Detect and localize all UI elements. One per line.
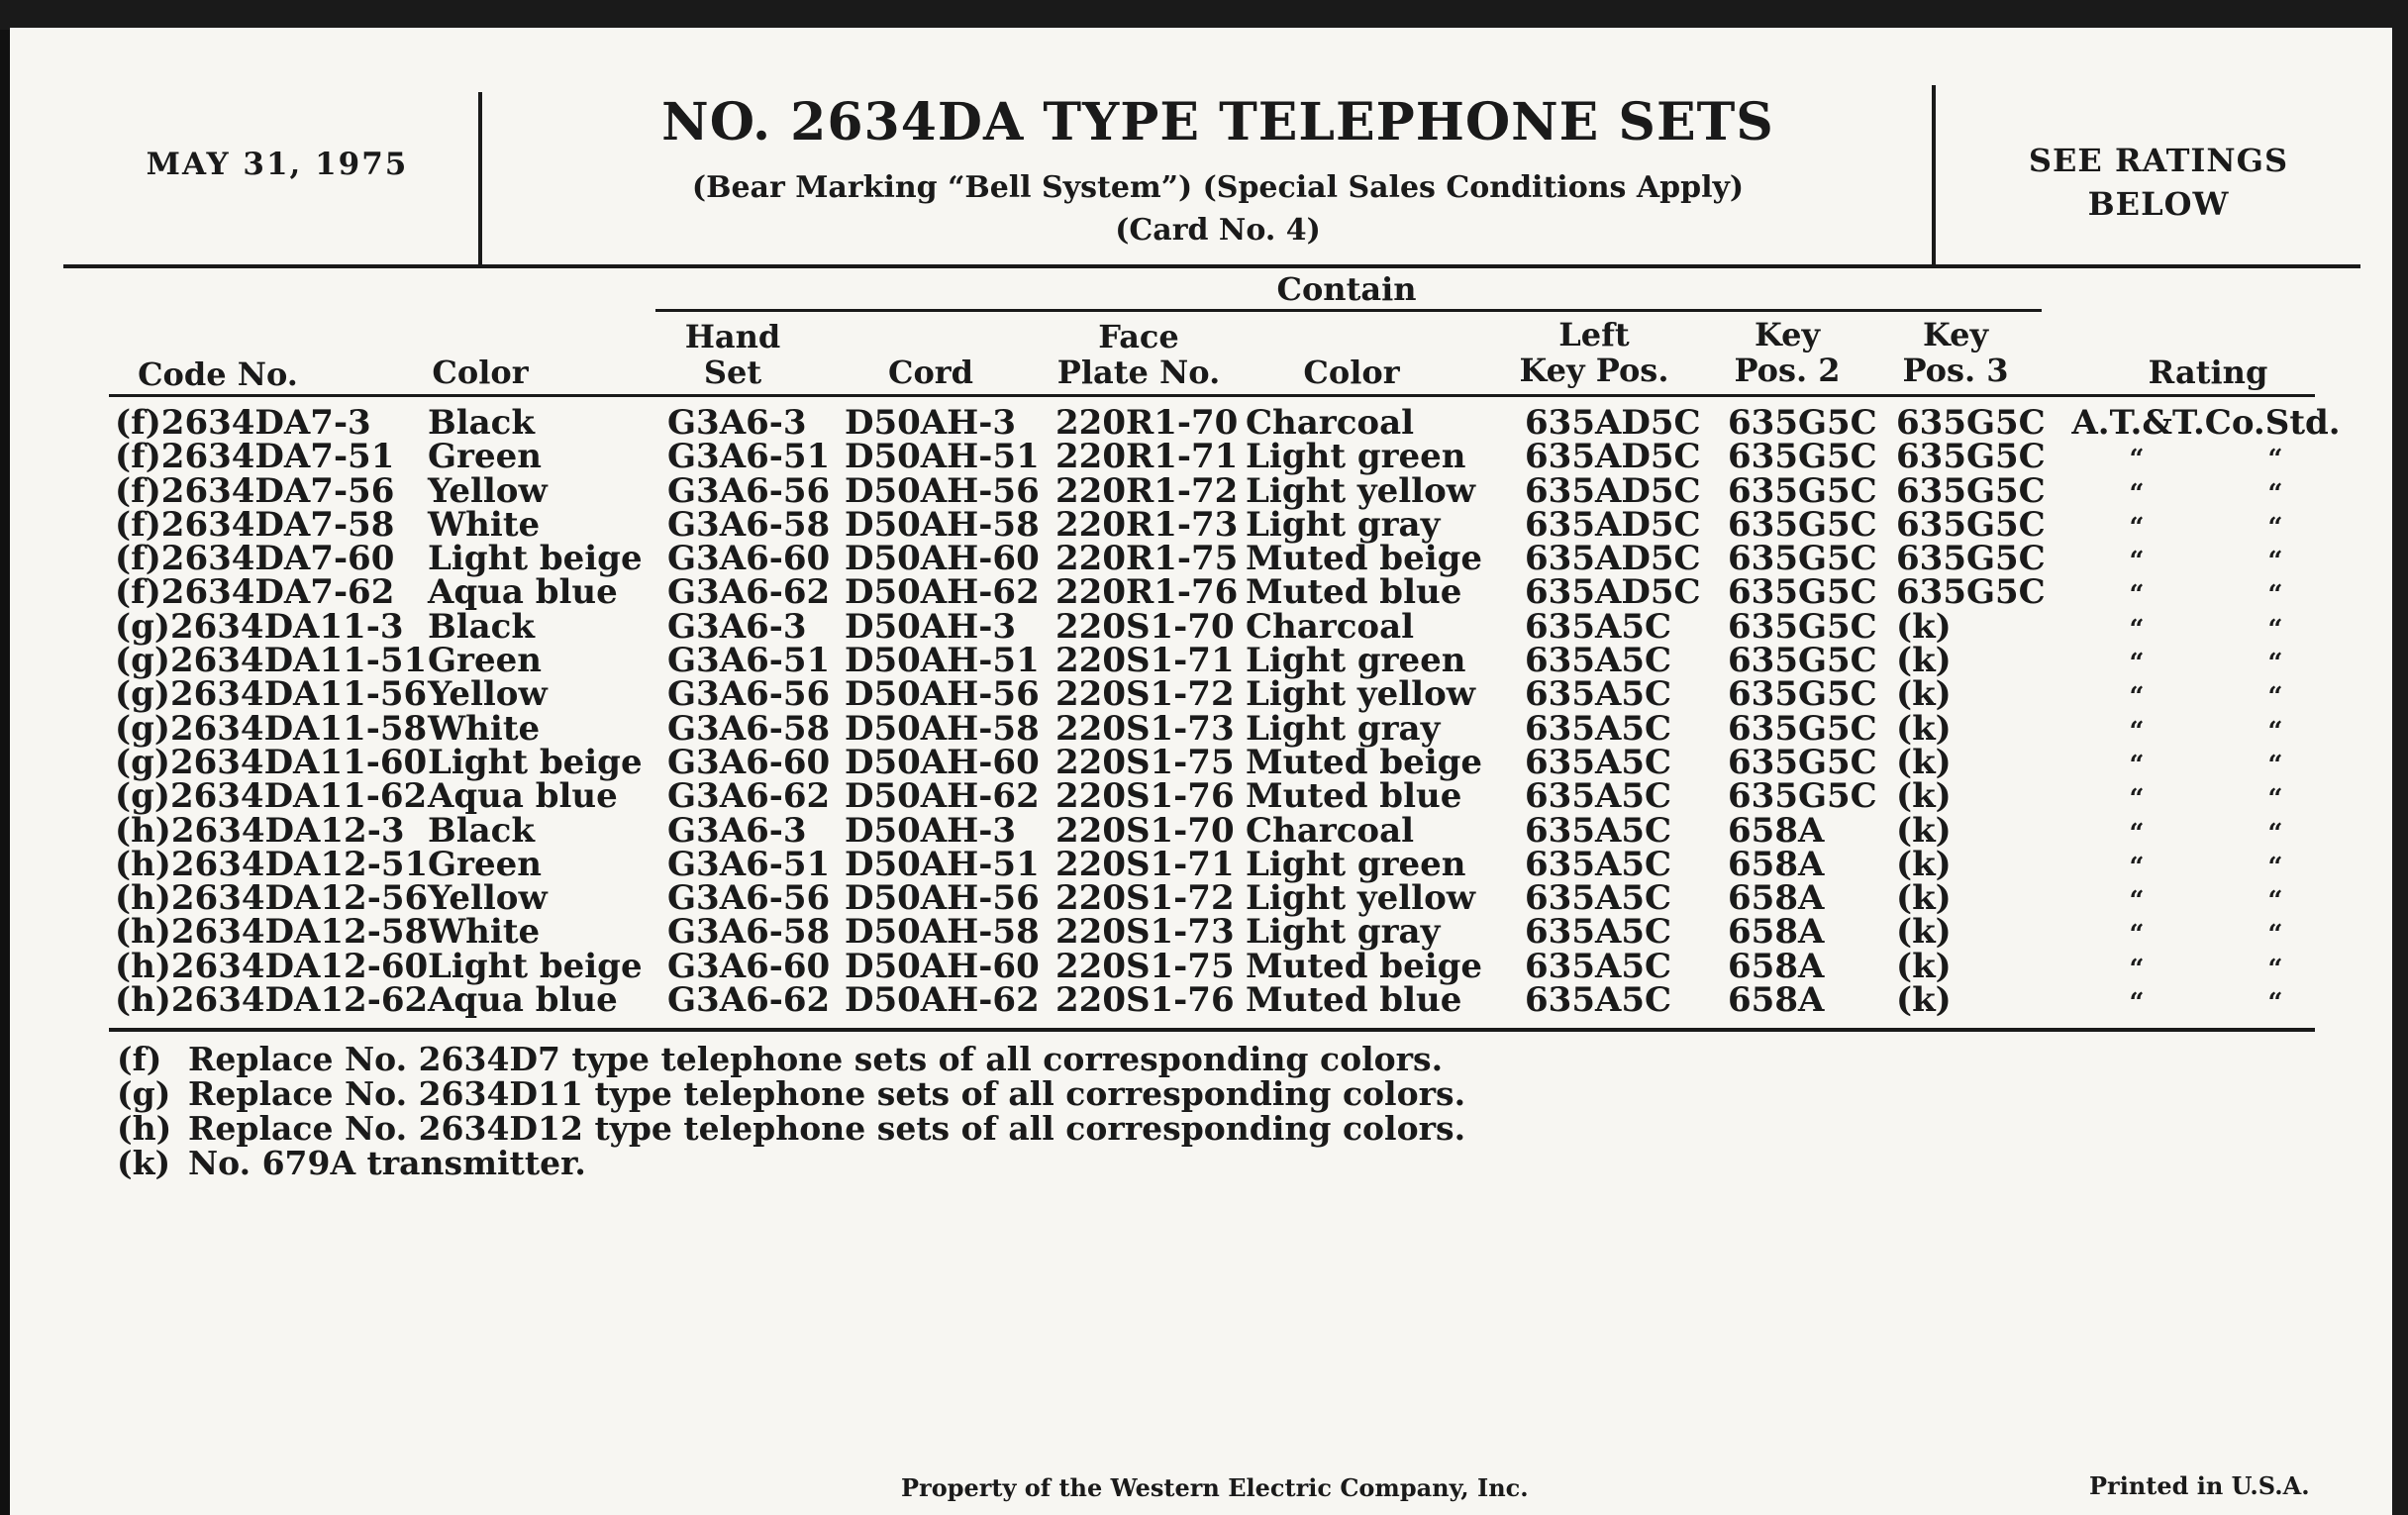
cell-left-key: 635A5C <box>1525 810 1672 851</box>
cell-hand-set: G3A6-3 <box>667 606 807 647</box>
page-title: NO. 2634DA TYPE TELEPHONE SETS <box>661 92 1774 152</box>
cell-cord: D50AH-62 <box>845 572 1040 613</box>
col-face-plate-line2: Plate No. <box>1056 354 1221 391</box>
col-hand-set-line1: Hand <box>684 318 781 355</box>
cell-hand-set: G3A6-58 <box>667 912 831 953</box>
footnotes <box>117 1042 1465 1180</box>
cell-code: (g)2634DA11-56 <box>115 674 428 715</box>
cell-code: (g)2634DA11-51 <box>115 641 428 681</box>
cell-face-color: Muted beige <box>1246 946 1483 986</box>
cell-key-pos2: 635G5C <box>1728 641 1877 681</box>
scan-border-top <box>0 0 2408 30</box>
cell-color: Black <box>428 810 535 851</box>
footnote <box>117 1146 1465 1180</box>
cell-face-color: Light green <box>1246 641 1466 681</box>
header-rule <box>63 264 2360 268</box>
cell-color: Yellow <box>428 674 548 715</box>
table-row <box>10 810 2392 851</box>
cell-hand-set: G3A6-56 <box>667 470 831 511</box>
cell-hand-set: G3A6-56 <box>667 674 831 715</box>
table-row <box>10 912 2392 953</box>
ditto-mark: “ <box>2267 954 2283 984</box>
table-row <box>10 878 2392 919</box>
cell-key-pos3: (k) <box>1896 980 1952 1021</box>
cell-face-plate: 220R1-73 <box>1055 504 1239 545</box>
table-row <box>10 674 2392 715</box>
cell-hand-set: G3A6-58 <box>667 504 831 545</box>
cell-color: Black <box>428 403 535 443</box>
cell-face-plate: 220S1-70 <box>1055 810 1235 851</box>
col-key-pos2 <box>1713 317 1861 388</box>
ditto-mark: “ <box>2129 920 2145 951</box>
cell-left-key: 635A5C <box>1525 742 1672 782</box>
cell-cord: D50AH-58 <box>845 912 1040 953</box>
ditto-mark: “ <box>2129 886 2145 917</box>
cell-code: (g)2634DA11-58 <box>115 708 428 749</box>
col-left-key-line1: Left <box>1558 316 1630 354</box>
table-bottom-rule <box>109 1028 2315 1032</box>
ditto-mark: “ <box>2267 614 2283 645</box>
catalog-card <box>10 28 2392 1515</box>
ditto-mark: “ <box>2267 886 2283 917</box>
cell-hand-set: G3A6-60 <box>667 946 831 986</box>
cell-key-pos3: (k) <box>1896 708 1952 749</box>
table-row <box>10 708 2392 749</box>
cell-rating <box>2057 508 2355 545</box>
cell-cord: D50AH-58 <box>845 708 1040 749</box>
ditto-mark: “ <box>2267 852 2283 882</box>
ratings-note-line2: BELOW <box>2087 185 2230 223</box>
cell-hand-set: G3A6-60 <box>667 742 831 782</box>
cell-left-key: 635A5C <box>1525 844 1672 884</box>
col-face-plate-line1: Face <box>1098 318 1179 355</box>
cell-rating <box>2057 575 2355 612</box>
col-cord: Cord <box>887 354 974 391</box>
col-key-pos3-line2: Pos. 3 <box>1902 352 2009 389</box>
cell-key-pos3: 635G5C <box>1896 504 2046 545</box>
cell-left-key: 635A5C <box>1525 980 1672 1021</box>
cell-code: (h)2634DA12-62 <box>115 980 429 1021</box>
cell-code: (f)2634DA7-58 <box>115 504 395 545</box>
col-face-color: Color <box>1303 354 1400 391</box>
col-hand-set <box>653 319 812 390</box>
cell-hand-set: G3A6-62 <box>667 572 831 613</box>
cell-code: (f)2634DA7-60 <box>115 539 395 579</box>
cell-color: Aqua blue <box>428 572 618 613</box>
ditto-mark: “ <box>2129 750 2145 780</box>
printed-in: Printed in U.S.A. <box>2089 1471 2310 1500</box>
cell-rating <box>2057 644 2355 680</box>
cell-rating <box>2057 677 2355 714</box>
cell-key-pos2: 635G5C <box>1728 606 1877 647</box>
ditto-mark: “ <box>2129 512 2145 543</box>
table-row <box>10 437 2392 477</box>
header-divider-right <box>1932 85 1936 265</box>
cell-cord: D50AH-3 <box>845 606 1017 647</box>
cell-face-plate: 220R1-72 <box>1055 470 1239 511</box>
cell-face-color: Charcoal <box>1246 606 1415 647</box>
cell-color: Light beige <box>428 742 643 782</box>
footnote <box>117 1042 1465 1076</box>
cell-key-pos2: 635G5C <box>1728 403 1877 443</box>
ditto-mark: “ <box>2129 988 2145 1019</box>
footnote-key: (h) <box>117 1109 172 1148</box>
cell-face-color: Light green <box>1246 844 1466 884</box>
footnote <box>117 1111 1465 1146</box>
cell-code: (h)2634DA12-58 <box>115 912 429 953</box>
cell-face-color: Muted blue <box>1246 572 1462 613</box>
cell-face-plate: 220S1-73 <box>1055 912 1235 953</box>
cell-cord: D50AH-51 <box>845 844 1040 884</box>
cell-face-color: Charcoal <box>1246 810 1415 851</box>
col-code: Code No. <box>138 355 298 393</box>
table-row <box>10 776 2392 817</box>
cell-key-pos2: 658A <box>1728 844 1825 884</box>
cell-face-color: Light green <box>1246 437 1466 477</box>
header-divider-left <box>478 92 482 265</box>
table-row <box>10 539 2392 579</box>
card-number: (Card No. 4) <box>1115 213 1321 248</box>
col-key-pos3 <box>1886 317 2025 388</box>
table-row <box>10 504 2392 545</box>
col-hand-set-line2: Set <box>703 354 762 391</box>
cell-hand-set: G3A6-51 <box>667 641 831 681</box>
cell-code: (f)2634DA7-62 <box>115 572 395 613</box>
cell-face-color: Muted blue <box>1246 776 1462 817</box>
column-header-rule <box>109 394 2315 397</box>
cell-rating <box>2057 712 2355 749</box>
cell-color: White <box>428 912 541 953</box>
cell-code: (g)2634DA11-3 <box>115 606 404 647</box>
ditto-mark: “ <box>2267 784 2283 815</box>
cell-face-color: Light yellow <box>1246 674 1476 715</box>
cell-code: (h)2634DA12-51 <box>115 844 429 884</box>
ditto-mark: “ <box>2129 649 2145 679</box>
cell-color: Light beige <box>428 539 643 579</box>
cell-key-pos2: 635G5C <box>1728 742 1877 782</box>
cell-rating <box>2057 610 2355 647</box>
cell-cord: D50AH-60 <box>845 742 1040 782</box>
issue-date: MAY 31, 1975 <box>146 147 409 182</box>
cell-key-pos3: 635G5C <box>1896 572 2046 613</box>
cell-face-plate: 220S1-75 <box>1055 742 1235 782</box>
col-key-pos2-line2: Pos. 2 <box>1734 352 1841 389</box>
cell-face-color: Muted beige <box>1246 742 1483 782</box>
cell-key-pos2: 635G5C <box>1728 504 1877 545</box>
ditto-mark: “ <box>2129 852 2145 882</box>
cell-code: (f)2634DA7-51 <box>115 437 395 477</box>
ditto-mark: “ <box>2129 682 2145 713</box>
cell-face-plate: 220R1-71 <box>1055 437 1239 477</box>
ditto-mark: “ <box>2267 920 2283 951</box>
cell-color: Aqua blue <box>428 776 618 817</box>
cell-color: White <box>428 708 541 749</box>
cell-face-plate: 220R1-70 <box>1055 403 1239 443</box>
cell-key-pos2: 635G5C <box>1728 776 1877 817</box>
cell-left-key: 635AD5C <box>1525 572 1701 613</box>
cell-hand-set: G3A6-58 <box>667 708 831 749</box>
cell-key-pos3: 635G5C <box>1896 437 2046 477</box>
ditto-mark: “ <box>2129 716 2145 747</box>
cell-key-pos3: (k) <box>1896 742 1952 782</box>
table-row <box>10 946 2392 986</box>
cell-left-key: 635A5C <box>1525 776 1672 817</box>
cell-cord: D50AH-60 <box>845 539 1040 579</box>
cell-cord: D50AH-62 <box>845 980 1040 1021</box>
cell-cord: D50AH-51 <box>845 641 1040 681</box>
cell-face-color: Light gray <box>1246 912 1441 953</box>
cell-left-key: 635A5C <box>1525 606 1672 647</box>
cell-cord: D50AH-56 <box>845 674 1040 715</box>
cell-face-plate: 220S1-71 <box>1055 641 1235 681</box>
cell-face-color: Charcoal <box>1246 403 1415 443</box>
cell-color: Green <box>428 641 542 681</box>
cell-cord: D50AH-62 <box>845 776 1040 817</box>
cell-hand-set: G3A6-56 <box>667 878 831 919</box>
cell-color: Black <box>428 606 535 647</box>
cell-cord: D50AH-51 <box>845 437 1040 477</box>
cell-face-color: Light yellow <box>1246 878 1476 919</box>
cell-left-key: 635AD5C <box>1525 470 1701 511</box>
col-left-key <box>1505 317 1683 388</box>
scan-border-right <box>2392 0 2408 1515</box>
cell-key-pos2: 635G5C <box>1728 708 1877 749</box>
cell-rating <box>2057 542 2355 578</box>
cell-face-plate: 220R1-75 <box>1055 539 1239 579</box>
cell-left-key: 635AD5C <box>1525 504 1701 545</box>
footnote-text: Replace No. 2634D7 type telephone sets of all corresponding colors. <box>188 1040 1444 1078</box>
cell-cord: D50AH-3 <box>845 403 1017 443</box>
cell-rating <box>2057 474 2355 511</box>
cell-left-key: 635A5C <box>1525 641 1672 681</box>
ditto-mark: “ <box>2267 512 2283 543</box>
cell-key-pos2: 635G5C <box>1728 470 1877 511</box>
cell-color: Yellow <box>428 470 548 511</box>
cell-code: (h)2634DA12-60 <box>115 946 429 986</box>
col-key-pos2-line1: Key <box>1754 316 1821 354</box>
ditto-mark: “ <box>2129 580 2145 611</box>
footnote <box>117 1076 1465 1111</box>
cell-color: Aqua blue <box>428 980 618 1021</box>
cell-cord: D50AH-3 <box>845 810 1017 851</box>
cell-left-key: 635A5C <box>1525 708 1672 749</box>
cell-hand-set: G3A6-3 <box>667 403 807 443</box>
footnote-text: No. 679A transmitter. <box>188 1144 586 1182</box>
footnote-text: Replace No. 2634D11 type telephone sets of all corresponding colors. <box>188 1074 1466 1113</box>
cell-rating: A.T.&T.Co.Std. <box>2071 403 2341 443</box>
cell-key-pos3: 635G5C <box>1896 470 2046 511</box>
cell-key-pos2: 658A <box>1728 980 1825 1021</box>
cell-hand-set: G3A6-62 <box>667 776 831 817</box>
ditto-mark: “ <box>2267 750 2283 780</box>
cell-face-plate: 220S1-73 <box>1055 708 1235 749</box>
cell-code: (h)2634DA12-56 <box>115 878 429 919</box>
cell-face-color: Light yellow <box>1246 470 1476 511</box>
contain-group-rule <box>655 309 2042 312</box>
footnote-key: (k) <box>117 1144 171 1182</box>
cell-color: Yellow <box>428 878 548 919</box>
cell-face-plate: 220S1-72 <box>1055 878 1235 919</box>
cell-code: (h)2634DA12-3 <box>115 810 405 851</box>
col-face-plate <box>1030 319 1248 390</box>
ditto-mark: “ <box>2267 682 2283 713</box>
ditto-mark: “ <box>2267 988 2283 1019</box>
ditto-mark: “ <box>2129 784 2145 815</box>
cell-cord: D50AH-60 <box>845 946 1040 986</box>
cell-face-plate: 220S1-70 <box>1055 606 1235 647</box>
cell-rating <box>2057 779 2355 816</box>
cell-rating <box>2057 983 2355 1020</box>
cell-key-pos3: (k) <box>1896 946 1952 986</box>
table-row <box>10 606 2392 647</box>
ditto-mark: “ <box>2129 445 2145 475</box>
cell-key-pos3: 635G5C <box>1896 403 2046 443</box>
table-row <box>10 641 2392 681</box>
table-row <box>10 403 2392 443</box>
cell-cord: D50AH-56 <box>845 470 1040 511</box>
cell-face-plate: 220S1-76 <box>1055 776 1235 817</box>
cell-code: (g)2634DA11-62 <box>115 776 428 817</box>
table-row <box>10 742 2392 782</box>
table-row <box>10 572 2392 613</box>
cell-key-pos2: 635G5C <box>1728 437 1877 477</box>
cell-cord: D50AH-56 <box>845 878 1040 919</box>
telephone-sets-table <box>10 403 2392 1021</box>
cell-left-key: 635AD5C <box>1525 437 1701 477</box>
table-row <box>10 470 2392 511</box>
cell-rating <box>2057 440 2355 476</box>
cell-color: Green <box>428 844 542 884</box>
cell-key-pos2: 658A <box>1728 946 1825 986</box>
footnote-key: (g) <box>117 1074 171 1113</box>
ditto-mark: “ <box>2267 649 2283 679</box>
cell-key-pos3: (k) <box>1896 912 1952 953</box>
cell-key-pos3: 635G5C <box>1896 539 2046 579</box>
ditto-mark: “ <box>2267 445 2283 475</box>
ratings-note-line1: SEE RATINGS <box>2028 142 2289 179</box>
cell-key-pos2: 658A <box>1728 810 1825 851</box>
cell-color: Light beige <box>428 946 643 986</box>
cell-face-plate: 220S1-71 <box>1055 844 1235 884</box>
footnote-key: (f) <box>117 1040 162 1078</box>
cell-hand-set: G3A6-62 <box>667 980 831 1021</box>
ratings-note <box>1946 139 2371 226</box>
cell-rating <box>2057 881 2355 918</box>
cell-hand-set: G3A6-51 <box>667 437 831 477</box>
cell-rating <box>2057 915 2355 952</box>
cell-key-pos3: (k) <box>1896 641 1952 681</box>
cell-key-pos3: (k) <box>1896 844 1952 884</box>
ditto-mark: “ <box>2129 818 2145 849</box>
cell-key-pos2: 635G5C <box>1728 674 1877 715</box>
col-key-pos3-line1: Key <box>1922 316 1989 354</box>
cell-face-plate: 220R1-76 <box>1055 572 1239 613</box>
cell-face-color: Muted blue <box>1246 980 1462 1021</box>
cell-left-key: 635AD5C <box>1525 403 1701 443</box>
cell-left-key: 635A5C <box>1525 878 1672 919</box>
col-left-key-line2: Key Pos. <box>1519 352 1669 389</box>
cell-hand-set: G3A6-3 <box>667 810 807 851</box>
cell-left-key: 635A5C <box>1525 912 1672 953</box>
cell-key-pos3: (k) <box>1896 878 1952 919</box>
cell-hand-set: G3A6-60 <box>667 539 831 579</box>
cell-hand-set: G3A6-51 <box>667 844 831 884</box>
cell-left-key: 635AD5C <box>1525 539 1701 579</box>
ditto-mark: “ <box>2129 954 2145 984</box>
ditto-mark: “ <box>2267 580 2283 611</box>
cell-face-plate: 220S1-76 <box>1055 980 1235 1021</box>
col-color: Color <box>432 354 529 391</box>
cell-key-pos3: (k) <box>1896 776 1952 817</box>
table-row <box>10 980 2392 1021</box>
cell-code: (f)2634DA7-56 <box>115 470 395 511</box>
page-subtitle: (Bear Marking “Bell System”) (Special Sales Conditions Apply) <box>691 170 1745 205</box>
ditto-mark: “ <box>2267 478 2283 509</box>
cell-code: (g)2634DA11-60 <box>115 742 428 782</box>
ditto-mark: “ <box>2267 716 2283 747</box>
cell-face-color: Light gray <box>1246 708 1441 749</box>
cell-key-pos2: 635G5C <box>1728 572 1877 613</box>
ditto-mark: “ <box>2129 478 2145 509</box>
cell-key-pos3: (k) <box>1896 606 1952 647</box>
cell-color: White <box>428 504 541 545</box>
cell-face-color: Light gray <box>1246 504 1441 545</box>
footnote-text: Replace No. 2634D12 type telephone sets of all corresponding colors. <box>188 1109 1466 1148</box>
cell-cord: D50AH-58 <box>845 504 1040 545</box>
ditto-mark: “ <box>2267 547 2283 577</box>
cell-code: (f)2634DA7-3 <box>115 403 371 443</box>
cell-key-pos3: (k) <box>1896 674 1952 715</box>
ditto-mark: “ <box>2267 818 2283 849</box>
cell-key-pos2: 635G5C <box>1728 539 1877 579</box>
cell-key-pos2: 658A <box>1728 912 1825 953</box>
property-notice: Property of the Western Electric Company, Inc. <box>901 1473 1529 1502</box>
cell-left-key: 635A5C <box>1525 946 1672 986</box>
cell-left-key: 635A5C <box>1525 674 1672 715</box>
cell-face-plate: 220S1-75 <box>1055 946 1235 986</box>
cell-face-plate: 220S1-72 <box>1055 674 1235 715</box>
col-rating: Rating <box>2148 354 2268 391</box>
cell-rating <box>2057 814 2355 851</box>
contain-group-label: Contain <box>1276 270 1417 308</box>
cell-rating <box>2057 746 2355 782</box>
cell-rating <box>2057 848 2355 884</box>
cell-key-pos3: (k) <box>1896 810 1952 851</box>
table-row <box>10 844 2392 884</box>
ditto-mark: “ <box>2129 547 2145 577</box>
cell-face-color: Muted beige <box>1246 539 1483 579</box>
ditto-mark: “ <box>2129 614 2145 645</box>
cell-color: Green <box>428 437 542 477</box>
cell-key-pos2: 658A <box>1728 878 1825 919</box>
cell-rating <box>2057 950 2355 986</box>
